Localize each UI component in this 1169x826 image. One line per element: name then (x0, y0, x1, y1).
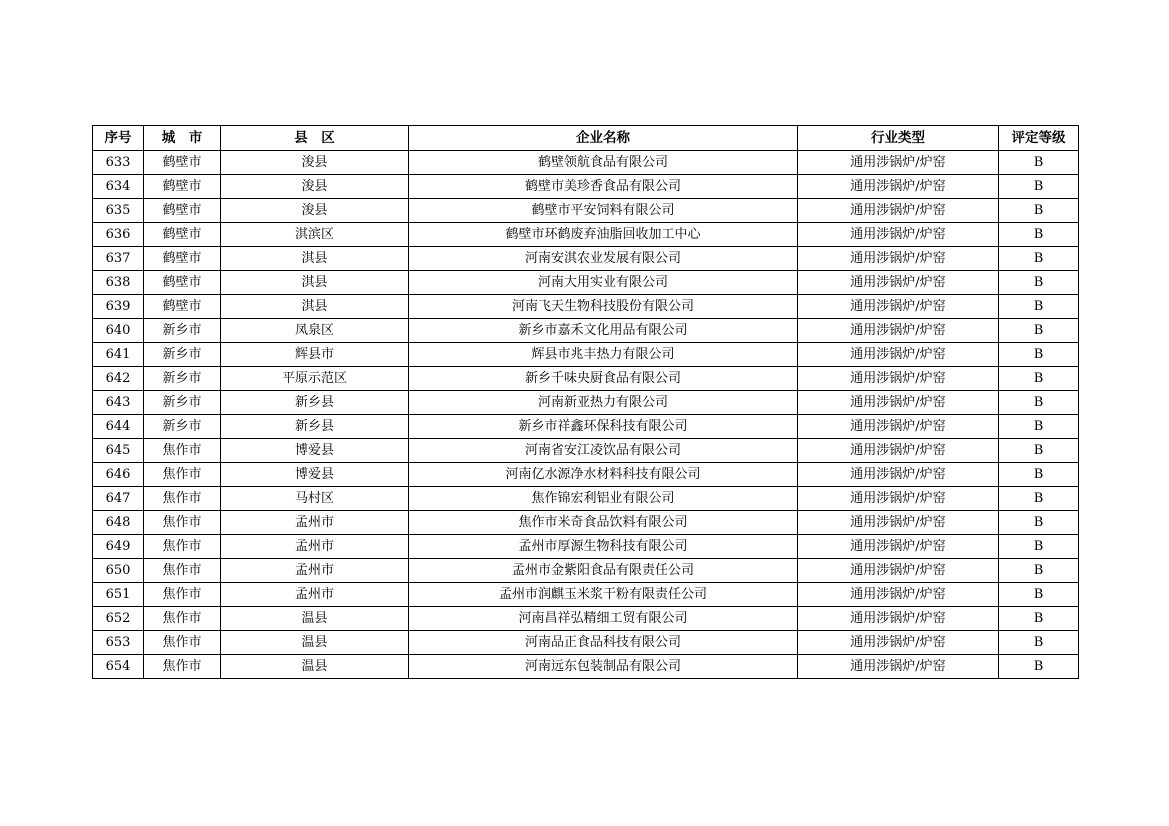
serial-number-cell: 649 (93, 535, 144, 559)
city-cell: 新乡市 (144, 343, 221, 367)
industry-type-cell: 通用涉锅炉/炉窑 (798, 391, 999, 415)
table-row (93, 319, 1079, 343)
industry-type-cell: 通用涉锅炉/炉窑 (798, 439, 999, 463)
enterprise-name-cell: 河南品正食品科技有限公司 (409, 631, 798, 655)
serial-number-cell: 639 (93, 295, 144, 319)
city-cell: 鹤壁市 (144, 247, 221, 271)
table-row (93, 415, 1079, 439)
city-cell: 鹤壁市 (144, 151, 221, 175)
industry-type-cell: 通用涉锅炉/炉窑 (798, 151, 999, 175)
table-row (93, 631, 1079, 655)
enterprise-name-cell: 新乡千味央厨食品有限公司 (409, 367, 798, 391)
table-row (93, 367, 1079, 391)
header-rating-grade: 评定等级 (999, 126, 1079, 151)
enterprise-grade-table (92, 125, 1079, 679)
table-row (93, 559, 1079, 583)
enterprise-name-cell: 焦作锦宏利铝业有限公司 (409, 487, 798, 511)
table-row (93, 439, 1079, 463)
grade-cell: B (999, 511, 1079, 535)
table-row (93, 535, 1079, 559)
grade-cell: B (999, 391, 1079, 415)
serial-number-cell: 636 (93, 223, 144, 247)
county-cell: 浚县 (221, 151, 409, 175)
city-cell: 焦作市 (144, 607, 221, 631)
table-row (93, 655, 1079, 679)
enterprise-name-cell: 河南远东包装制品有限公司 (409, 655, 798, 679)
city-cell: 焦作市 (144, 559, 221, 583)
serial-number-cell: 650 (93, 559, 144, 583)
county-cell: 辉县市 (221, 343, 409, 367)
header-enterprise-name: 企业名称 (409, 126, 798, 151)
serial-number-cell: 640 (93, 319, 144, 343)
serial-number-cell: 641 (93, 343, 144, 367)
table-row (93, 175, 1079, 199)
enterprise-name-cell: 孟州市润麒玉米浆干粉有限责任公司 (409, 583, 798, 607)
grade-cell: B (999, 271, 1079, 295)
enterprise-name-cell: 孟州市厚源生物科技有限公司 (409, 535, 798, 559)
industry-type-cell: 通用涉锅炉/炉窑 (798, 655, 999, 679)
grade-cell: B (999, 175, 1079, 199)
city-cell: 焦作市 (144, 463, 221, 487)
grade-cell: B (999, 583, 1079, 607)
enterprise-name-cell: 新乡市祥鑫环保科技有限公司 (409, 415, 798, 439)
table-row (93, 223, 1079, 247)
city-cell: 焦作市 (144, 511, 221, 535)
enterprise-name-cell: 鹤壁市美珍香食品有限公司 (409, 175, 798, 199)
industry-type-cell: 通用涉锅炉/炉窑 (798, 415, 999, 439)
table-row (93, 199, 1079, 223)
industry-type-cell: 通用涉锅炉/炉窑 (798, 487, 999, 511)
industry-type-cell: 通用涉锅炉/炉窑 (798, 367, 999, 391)
table-row (93, 583, 1079, 607)
county-cell: 马村区 (221, 487, 409, 511)
table-row (93, 607, 1079, 631)
grade-cell: B (999, 535, 1079, 559)
grade-cell: B (999, 151, 1079, 175)
grade-cell: B (999, 631, 1079, 655)
city-cell: 新乡市 (144, 391, 221, 415)
county-cell: 浚县 (221, 199, 409, 223)
enterprise-name-cell: 焦作市米奇食品饮料有限公司 (409, 511, 798, 535)
county-cell: 博爱县 (221, 463, 409, 487)
header-city: 城 市 (144, 126, 221, 151)
serial-number-cell: 645 (93, 439, 144, 463)
city-cell: 鹤壁市 (144, 175, 221, 199)
serial-number-cell: 651 (93, 583, 144, 607)
table-row (93, 391, 1079, 415)
enterprise-name-cell: 鹤壁市平安饲料有限公司 (409, 199, 798, 223)
table-row (93, 463, 1079, 487)
serial-number-cell: 633 (93, 151, 144, 175)
industry-type-cell: 通用涉锅炉/炉窑 (798, 343, 999, 367)
city-cell: 焦作市 (144, 439, 221, 463)
enterprise-name-cell: 河南安淇农业发展有限公司 (409, 247, 798, 271)
county-cell: 博爱县 (221, 439, 409, 463)
city-cell: 焦作市 (144, 535, 221, 559)
city-cell: 鹤壁市 (144, 199, 221, 223)
grade-cell: B (999, 319, 1079, 343)
serial-number-cell: 647 (93, 487, 144, 511)
serial-number-cell: 644 (93, 415, 144, 439)
county-cell: 孟州市 (221, 583, 409, 607)
enterprise-name-cell: 河南省安江凌饮品有限公司 (409, 439, 798, 463)
industry-type-cell: 通用涉锅炉/炉窑 (798, 463, 999, 487)
county-cell: 凤泉区 (221, 319, 409, 343)
city-cell: 鹤壁市 (144, 295, 221, 319)
grade-cell: B (999, 343, 1079, 367)
county-cell: 平原示范区 (221, 367, 409, 391)
industry-type-cell: 通用涉锅炉/炉窑 (798, 295, 999, 319)
city-cell: 焦作市 (144, 655, 221, 679)
header-county-district: 县 区 (221, 126, 409, 151)
table-row (93, 151, 1079, 175)
serial-number-cell: 646 (93, 463, 144, 487)
county-cell: 温县 (221, 655, 409, 679)
serial-number-cell: 634 (93, 175, 144, 199)
county-cell: 孟州市 (221, 535, 409, 559)
header-serial-number: 序号 (93, 126, 144, 151)
county-cell: 孟州市 (221, 511, 409, 535)
industry-type-cell: 通用涉锅炉/炉窑 (798, 175, 999, 199)
county-cell: 温县 (221, 607, 409, 631)
grade-cell: B (999, 655, 1079, 679)
serial-number-cell: 648 (93, 511, 144, 535)
enterprise-name-cell: 鹤壁领航食品有限公司 (409, 151, 798, 175)
city-cell: 新乡市 (144, 319, 221, 343)
grade-cell: B (999, 415, 1079, 439)
enterprise-name-cell: 河南亿水源净水材料科技有限公司 (409, 463, 798, 487)
serial-number-cell: 654 (93, 655, 144, 679)
enterprise-name-cell: 河南大用实业有限公司 (409, 271, 798, 295)
enterprise-name-cell: 河南新亚热力有限公司 (409, 391, 798, 415)
industry-type-cell: 通用涉锅炉/炉窑 (798, 223, 999, 247)
table-header-row (93, 126, 1079, 151)
table-row (93, 343, 1079, 367)
table-row (93, 487, 1079, 511)
city-cell: 焦作市 (144, 583, 221, 607)
industry-type-cell: 通用涉锅炉/炉窑 (798, 511, 999, 535)
industry-type-cell: 通用涉锅炉/炉窑 (798, 631, 999, 655)
industry-type-cell: 通用涉锅炉/炉窑 (798, 199, 999, 223)
table-row (93, 247, 1079, 271)
serial-number-cell: 638 (93, 271, 144, 295)
serial-number-cell: 653 (93, 631, 144, 655)
enterprise-name-cell: 河南飞天生物科技股份有限公司 (409, 295, 798, 319)
grade-cell: B (999, 439, 1079, 463)
city-cell: 焦作市 (144, 487, 221, 511)
grade-cell: B (999, 367, 1079, 391)
county-cell: 淇县 (221, 247, 409, 271)
industry-type-cell: 通用涉锅炉/炉窑 (798, 607, 999, 631)
city-cell: 新乡市 (144, 415, 221, 439)
serial-number-cell: 643 (93, 391, 144, 415)
grade-cell: B (999, 295, 1079, 319)
industry-type-cell: 通用涉锅炉/炉窑 (798, 319, 999, 343)
serial-number-cell: 635 (93, 199, 144, 223)
city-cell: 焦作市 (144, 631, 221, 655)
county-cell: 新乡县 (221, 391, 409, 415)
city-cell: 鹤壁市 (144, 271, 221, 295)
serial-number-cell: 637 (93, 247, 144, 271)
county-cell: 温县 (221, 631, 409, 655)
county-cell: 淇县 (221, 295, 409, 319)
city-cell: 新乡市 (144, 367, 221, 391)
serial-number-cell: 652 (93, 607, 144, 631)
enterprise-name-cell: 辉县市兆丰热力有限公司 (409, 343, 798, 367)
table-body (93, 151, 1079, 679)
industry-type-cell: 通用涉锅炉/炉窑 (798, 271, 999, 295)
table-row (93, 295, 1079, 319)
county-cell: 浚县 (221, 175, 409, 199)
grade-cell: B (999, 607, 1079, 631)
table-row (93, 511, 1079, 535)
header-industry-type: 行业类型 (798, 126, 999, 151)
grade-cell: B (999, 463, 1079, 487)
enterprise-name-cell: 鹤壁市环鹤废弃油脂回收加工中心 (409, 223, 798, 247)
serial-number-cell: 642 (93, 367, 144, 391)
grade-cell: B (999, 487, 1079, 511)
industry-type-cell: 通用涉锅炉/炉窑 (798, 535, 999, 559)
enterprise-name-cell: 河南昌祥弘精细工贸有限公司 (409, 607, 798, 631)
industry-type-cell: 通用涉锅炉/炉窑 (798, 583, 999, 607)
county-cell: 孟州市 (221, 559, 409, 583)
grade-cell: B (999, 247, 1079, 271)
industry-type-cell: 通用涉锅炉/炉窑 (798, 559, 999, 583)
grade-cell: B (999, 223, 1079, 247)
enterprise-name-cell: 孟州市金紫阳食品有限责任公司 (409, 559, 798, 583)
enterprise-name-cell: 新乡市嘉禾文化用品有限公司 (409, 319, 798, 343)
county-cell: 淇滨区 (221, 223, 409, 247)
table-row (93, 271, 1079, 295)
county-cell: 新乡县 (221, 415, 409, 439)
grade-cell: B (999, 199, 1079, 223)
industry-type-cell: 通用涉锅炉/炉窑 (798, 247, 999, 271)
county-cell: 淇县 (221, 271, 409, 295)
grade-cell: B (999, 559, 1079, 583)
city-cell: 鹤壁市 (144, 223, 221, 247)
